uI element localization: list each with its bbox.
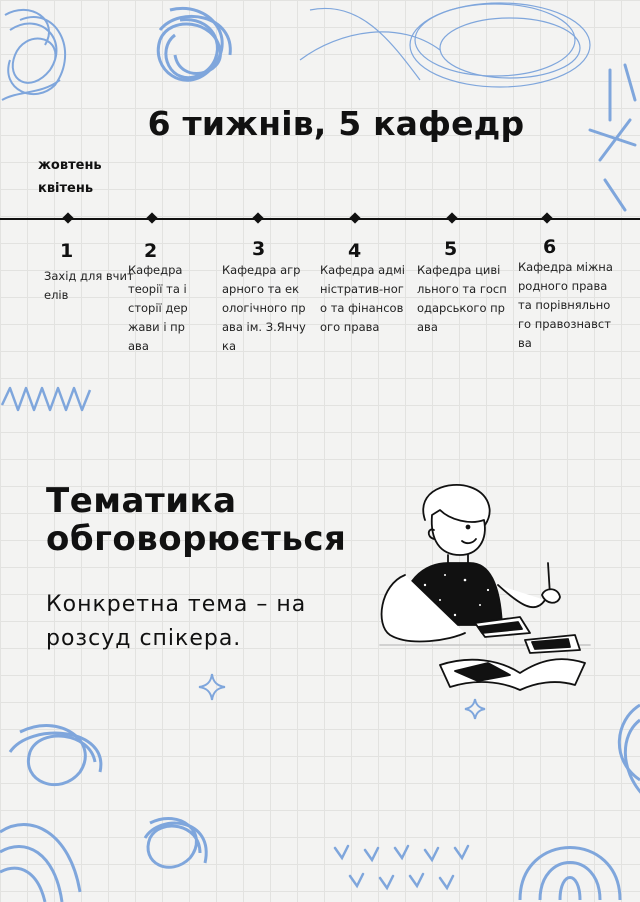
topic-title: Тематика обговорюється (46, 481, 347, 559)
scribble-bottom-center-icon (130, 808, 220, 888)
scribble-top-left-icon (0, 0, 90, 110)
month-end: квітень (38, 181, 94, 196)
topic-subtitle: Конкретна тема – на розсуд спікера. (46, 592, 307, 651)
scribble-circles-top-right-icon (280, 0, 610, 120)
sparkle-icon (463, 697, 487, 721)
step-number: 1 (60, 240, 74, 262)
step-description: Кафедра аграрного та екологічного права ім. З.Янчука (222, 263, 306, 353)
timeline-marker (446, 212, 457, 223)
step-number: 5 (444, 238, 458, 260)
step-number: 2 (144, 240, 158, 262)
month-start: жовтень (38, 158, 102, 173)
timeline-marker (62, 212, 73, 223)
scribble-bottom-right-icon (605, 700, 640, 810)
step-description: Захід для вчителів (44, 269, 134, 302)
page-headline: 6 тижнів, 5 кафедр (147, 104, 525, 143)
timeline-marker (252, 212, 263, 223)
step-number: 4 (348, 240, 362, 262)
person-reading-illustration (370, 475, 600, 695)
checkmarks-pattern-icon (330, 838, 510, 898)
timeline-marker (146, 212, 157, 223)
step-description: Кафедра міжнародного права та порівняльного правознавства (518, 260, 613, 350)
timeline-marker (349, 212, 360, 223)
scribble-bottom-left-icon (0, 712, 130, 902)
step-description: Кафедра адміністратив-ного та фінансового права (320, 263, 405, 334)
step-number: 3 (252, 238, 266, 260)
scribble-top-center-icon (140, 0, 250, 95)
sparkle-icon (197, 672, 227, 702)
timeline-marker (541, 212, 552, 223)
step-number: 6 (543, 236, 557, 258)
step-description: Кафедра теорії та історії держави і права (128, 263, 188, 353)
wave-icon (0, 380, 100, 420)
step-description: Кафедра цивільного та господарського права (417, 263, 507, 334)
